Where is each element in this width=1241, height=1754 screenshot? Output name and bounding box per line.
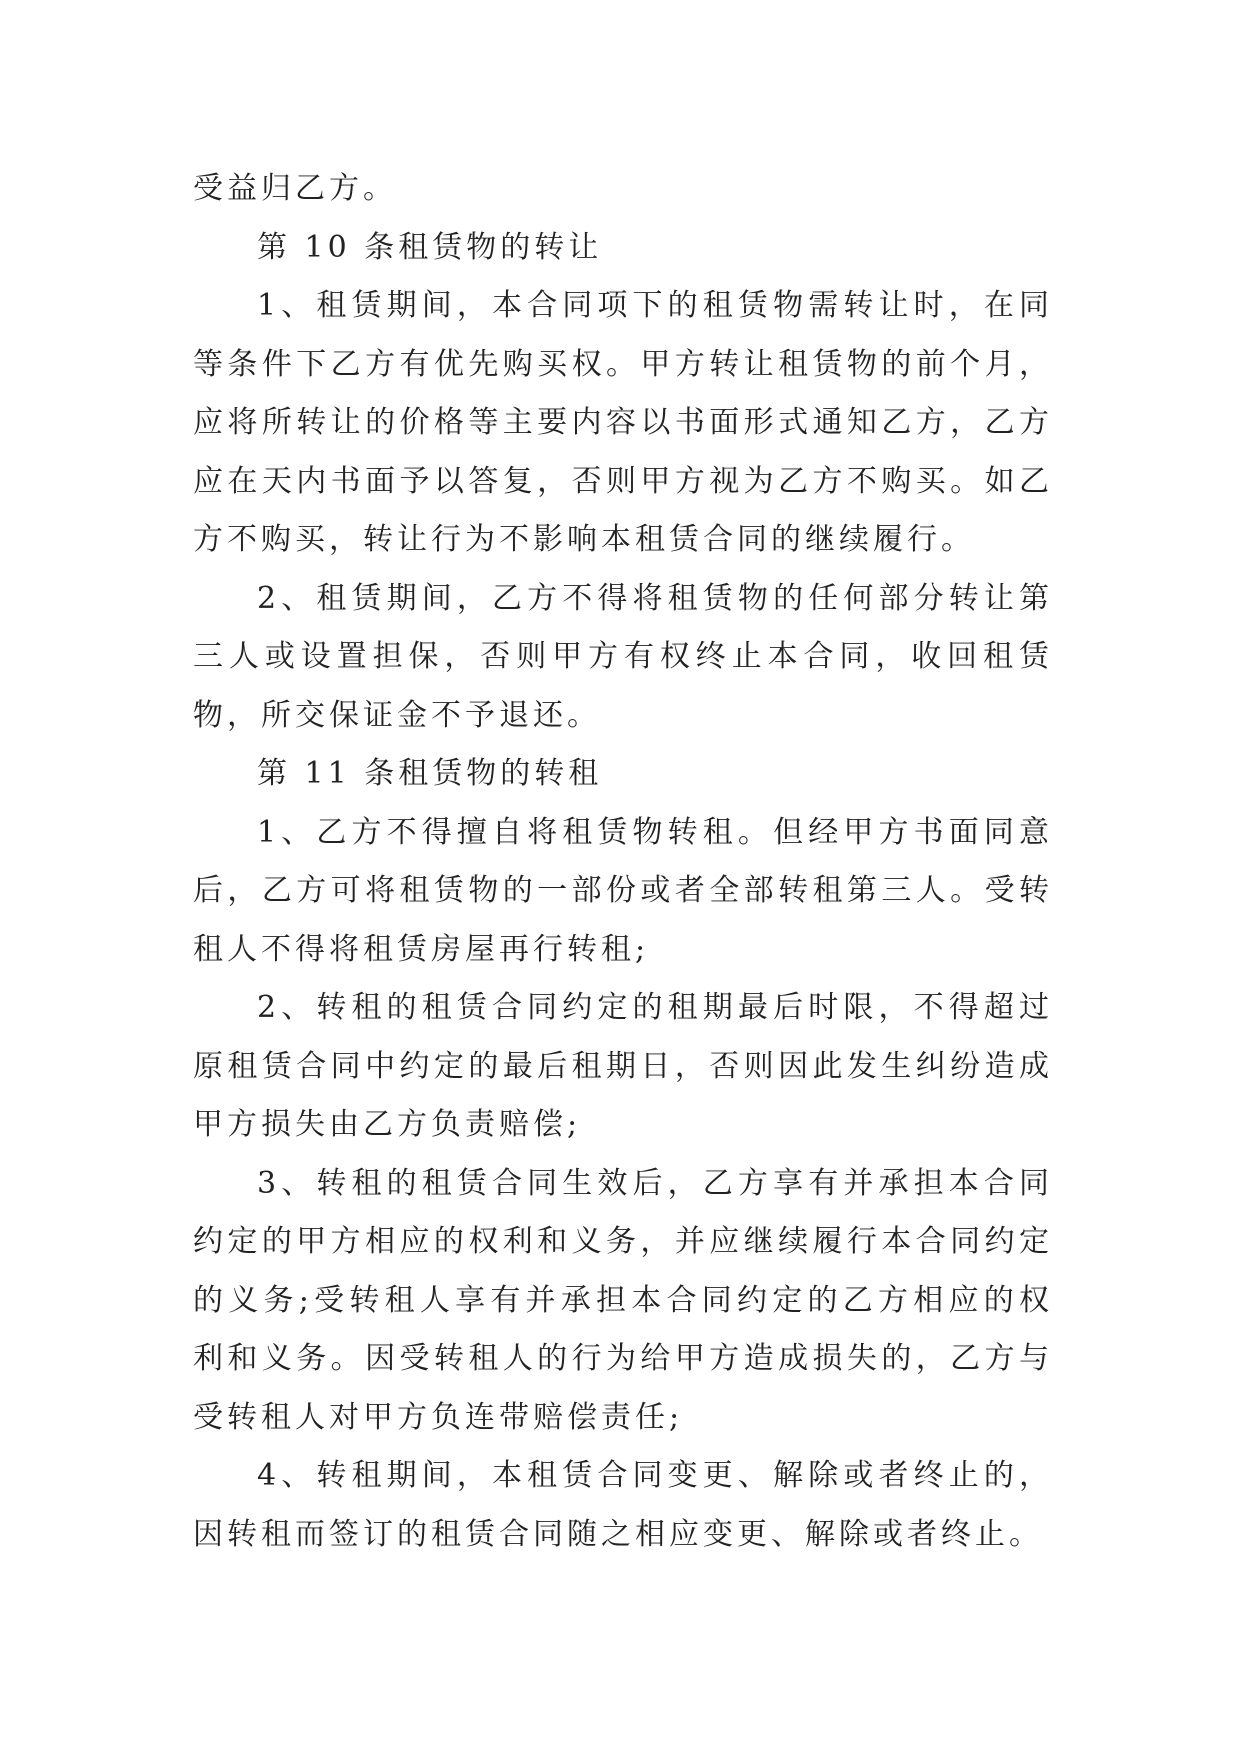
article-10-clause-2: 2、租赁期间，乙方不得将租赁物的任何部分转让第三人或设置担保，否则甲方有权终止本合同，收回租赁物，所交保证金不予退还。 (193, 580, 1053, 733)
article-11-clause-2: 2、转租的租赁合同约定的租期最后时限，不得超过原租赁合同中约定的最后租期日，否则因此发生纠纷造成甲方损失由乙方负责赔偿; (193, 990, 1053, 1142)
article-11-heading: 第 11 条租赁物的转租 (257, 756, 603, 791)
document-body (193, 160, 1053, 1564)
article-11-clause-1: 1、乙方不得擅自将租赁物转租。但经甲方书面同意后，乙方可将租赁物的一部份或者全部转租第三人。受转租人不得将租赁房屋再行转租; (193, 814, 1053, 967)
article-10-heading: 第 10 条租赁物的转让 (257, 229, 603, 265)
paragraph-continuation: 受益归乙方。 (193, 171, 397, 206)
article-11-clause-3: 3、转租的租赁合同生效后，乙方享有并承担本合同约定的甲方相应的权利和义务，并应继续履行本合同约定的义务;受转租人享有并承担本合同约定的乙方相应的权利和义务。因受转租人的行为给甲方造成损失的，乙方与受转租人对甲方负连带赔偿责任; (193, 1165, 1053, 1435)
article-11-clause-4: 4、转租期间，本租赁合同变更、解除或者终止的，因转租而签订的租赁合同随之相应变更、解除或者终止。 (193, 1458, 1053, 1552)
article-10-clause-1: 1、租赁期间，本合同项下的租赁物需转让时，在同等条件下乙方有优先购买权。甲方转让租赁物的前个月，应将所转让的价格等主要内容以书面形式通知乙方，乙方应在天内书面予以答复，否则甲方视为乙方不购买。如乙方不购买，转让行为不影响本租赁合同的继续履行。 (193, 288, 1053, 557)
